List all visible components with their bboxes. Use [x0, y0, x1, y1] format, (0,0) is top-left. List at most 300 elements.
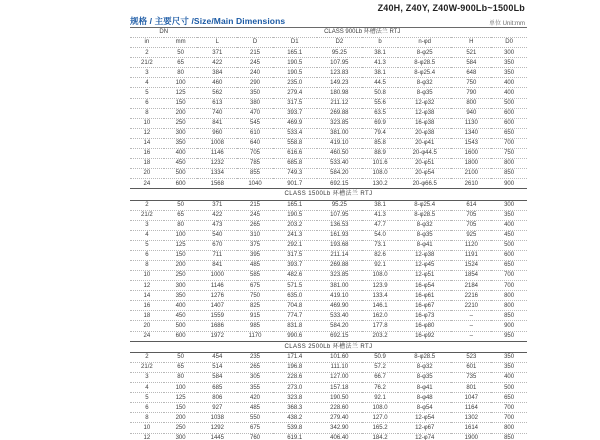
table-row [130, 271, 527, 281]
cell-col-0: 12 [130, 128, 164, 138]
cell-col-9: 500 [491, 240, 527, 250]
cell-col-8: 1600 [451, 148, 491, 158]
cell-col-1: 65 [164, 58, 198, 68]
cell-col-7: 8-φ28.5 [398, 352, 452, 362]
table-row [130, 383, 527, 393]
cell-col-9: 700 [491, 413, 527, 423]
cell-col-9: 400 [491, 220, 527, 230]
cell-col-3: 215 [237, 48, 273, 58]
cell-col-8: 1164 [451, 403, 491, 413]
cell-col-8: 801 [451, 383, 491, 393]
table-row [130, 159, 527, 169]
cell-col-3: 785 [237, 159, 273, 169]
cell-col-6: 184.2 [362, 433, 398, 440]
cell-col-0: 10 [130, 423, 164, 433]
cell-col-3: 265 [237, 220, 273, 230]
cell-col-6: 50.8 [362, 88, 398, 98]
table-row [130, 352, 527, 362]
cell-col-0: 20 [130, 169, 164, 179]
cell-col-1: 150 [164, 403, 198, 413]
cell-col-5: 584.20 [317, 169, 363, 179]
cell-col-1: 500 [164, 169, 198, 179]
cell-col-1: 125 [164, 88, 198, 98]
dimensions-table [130, 27, 527, 440]
table-row [130, 423, 527, 433]
cell-col-4: 241.3 [273, 230, 317, 240]
cell-col-0: 4 [130, 383, 164, 393]
cell-col-5: 211.12 [317, 98, 363, 108]
cell-col-1: 125 [164, 240, 198, 250]
cell-col-3: 1040 [237, 179, 273, 189]
cell-col-5: 419.10 [317, 291, 363, 301]
table-row [130, 58, 527, 68]
cell-col-0: 12 [130, 281, 164, 291]
cell-col-1: 450 [164, 311, 198, 321]
cell-col-3: 585 [237, 271, 273, 281]
cell-col-9: 350 [491, 210, 527, 220]
table-row [130, 98, 527, 108]
table-row [130, 250, 527, 260]
cell-col-8: 648 [451, 68, 491, 78]
cell-col-5: 381.00 [317, 128, 363, 138]
cell-col-2: 927 [197, 403, 237, 413]
cell-col-3: 610 [237, 128, 273, 138]
cell-col-1: 300 [164, 281, 198, 291]
cell-col-9: 800 [491, 423, 527, 433]
cell-col-3: 305 [237, 373, 273, 383]
cell-col-9: 450 [491, 230, 527, 240]
table-row [130, 291, 527, 301]
cell-col-6: 41.3 [362, 58, 398, 68]
table-row [130, 230, 527, 240]
cell-col-4: 196.8 [273, 363, 317, 373]
cell-col-3: 1170 [237, 331, 273, 341]
cell-col-8: 1302 [451, 413, 491, 423]
cell-col-4: 831.8 [273, 321, 317, 331]
col-header-8: H [451, 38, 491, 48]
cell-col-6: 92.1 [362, 261, 398, 271]
cell-col-2: 841 [197, 118, 237, 128]
cell-col-7: 12-φ38 [398, 250, 452, 260]
cell-col-1: 250 [164, 271, 198, 281]
cell-col-0: 5 [130, 240, 164, 250]
cell-col-4: 539.8 [273, 423, 317, 433]
cell-col-0: 21/2 [130, 210, 164, 220]
cell-col-4: 292.1 [273, 240, 317, 250]
table-head [130, 28, 527, 48]
cell-col-5: 323.85 [317, 271, 363, 281]
cell-col-2: 960 [197, 128, 237, 138]
cell-col-8: 1854 [451, 271, 491, 281]
cell-col-0: 21/2 [130, 363, 164, 373]
cell-col-4: 190.5 [273, 210, 317, 220]
cell-col-4: 901.7 [273, 179, 317, 189]
table-row [130, 88, 527, 98]
cell-col-6: 54.0 [362, 230, 398, 240]
cell-col-8: – [451, 311, 491, 321]
cell-col-6: 165.2 [362, 423, 398, 433]
cell-col-7: 8-φ32 [398, 78, 452, 88]
table-row [130, 200, 527, 210]
cell-col-5: 419.10 [317, 138, 363, 148]
cell-col-1: 50 [164, 352, 198, 362]
cell-col-9: 800 [491, 291, 527, 301]
table-row [130, 78, 527, 88]
cell-col-7: 20-φ38 [398, 128, 452, 138]
table-row [130, 210, 527, 220]
cell-col-2: 371 [197, 48, 237, 58]
cell-col-6: 66.7 [362, 373, 398, 383]
cell-col-1: 400 [164, 148, 198, 158]
cell-col-0: 16 [130, 148, 164, 158]
cell-col-8: 1614 [451, 423, 491, 433]
cell-col-1: 200 [164, 108, 198, 118]
cell-col-0: 14 [130, 291, 164, 301]
cell-col-4: 393.7 [273, 108, 317, 118]
cell-col-5: 123.83 [317, 68, 363, 78]
cell-col-9: 850 [491, 311, 527, 321]
cell-col-0: 4 [130, 230, 164, 240]
cell-col-8: 790 [451, 88, 491, 98]
cell-col-2: 1146 [197, 281, 237, 291]
cell-col-3: 545 [237, 118, 273, 128]
cell-col-1: 125 [164, 393, 198, 403]
cell-col-1: 50 [164, 200, 198, 210]
cell-col-4: 533.4 [273, 128, 317, 138]
cell-col-4: 165.1 [273, 200, 317, 210]
cell-col-9: 350 [491, 68, 527, 78]
cell-col-2: 806 [197, 393, 237, 403]
cell-col-4: 774.7 [273, 311, 317, 321]
cell-col-7: 16-φ80 [398, 321, 452, 331]
cell-col-5: 323.85 [317, 118, 363, 128]
cell-col-1: 100 [164, 78, 198, 88]
cell-col-6: 47.7 [362, 220, 398, 230]
table-row [130, 301, 527, 311]
cell-col-6: 133.4 [362, 291, 398, 301]
cell-col-5: 279.40 [317, 413, 363, 423]
cell-col-0: 3 [130, 373, 164, 383]
cell-col-1: 150 [164, 250, 198, 260]
col-header-6: b [362, 38, 398, 48]
cell-col-8: 584 [451, 58, 491, 68]
cell-col-3: 240 [237, 68, 273, 78]
cell-col-4: 685.8 [273, 159, 317, 169]
cell-col-9: 400 [491, 78, 527, 88]
cell-col-8: – [451, 331, 491, 341]
cell-col-5: 269.88 [317, 108, 363, 118]
cell-col-6: 55.6 [362, 98, 398, 108]
cell-col-9: 350 [491, 352, 527, 362]
cell-col-2: 422 [197, 210, 237, 220]
cell-col-2: 1292 [197, 423, 237, 433]
table-row [130, 148, 527, 158]
cell-col-0: 2 [130, 200, 164, 210]
cell-col-4: 704.8 [273, 301, 317, 311]
table-row [130, 311, 527, 321]
cell-col-7: 8-φ25 [398, 48, 452, 58]
col-header-3: D [237, 38, 273, 48]
cell-col-1: 250 [164, 423, 198, 433]
cell-col-7: 8-φ35 [398, 373, 452, 383]
cell-col-9: 300 [491, 48, 527, 58]
cell-col-6: 92.1 [362, 393, 398, 403]
cell-col-4: 616.6 [273, 148, 317, 158]
cell-col-7: 12-φ38 [398, 108, 452, 118]
cell-col-6: 177.8 [362, 321, 398, 331]
cell-col-1: 450 [164, 159, 198, 169]
cell-col-4: 279.4 [273, 88, 317, 98]
cell-col-0: 10 [130, 118, 164, 128]
cell-col-2: 454 [197, 352, 237, 362]
cell-col-9: 650 [491, 128, 527, 138]
table-row [130, 373, 527, 383]
cell-col-7: 20-φ44.5 [398, 148, 452, 158]
cell-col-4: 273.0 [273, 383, 317, 393]
cell-col-6: 44.5 [362, 78, 398, 88]
cell-col-0: 6 [130, 98, 164, 108]
column-header-row [130, 38, 527, 48]
cell-col-1: 250 [164, 118, 198, 128]
cell-col-7: 8-φ48 [398, 393, 452, 403]
cell-col-9: 750 [491, 148, 527, 158]
cell-col-1: 300 [164, 128, 198, 138]
col-header-2: L [197, 38, 237, 48]
cell-col-6: 108.0 [362, 271, 398, 281]
cell-col-9: 800 [491, 301, 527, 311]
cell-col-8: 800 [451, 98, 491, 108]
cell-col-5: 469.90 [317, 301, 363, 311]
cell-col-6: 108.0 [362, 169, 398, 179]
cell-col-7: 12-φ32 [398, 98, 452, 108]
cell-col-2: 460 [197, 78, 237, 88]
cell-col-7: 16-φ54 [398, 281, 452, 291]
cell-col-1: 200 [164, 261, 198, 271]
cell-col-6: 63.5 [362, 108, 398, 118]
cell-col-9: 950 [491, 331, 527, 341]
section-header-row [130, 341, 527, 352]
cell-col-6: 203.2 [362, 331, 398, 341]
cell-col-6: 123.9 [362, 281, 398, 291]
cell-col-6: 82.6 [362, 250, 398, 260]
cell-col-1: 80 [164, 68, 198, 78]
cell-col-9: 350 [491, 58, 527, 68]
cell-col-5: 107.95 [317, 210, 363, 220]
cell-col-1: 500 [164, 321, 198, 331]
cell-col-3: 290 [237, 78, 273, 88]
cell-col-2: 514 [197, 363, 237, 373]
cell-col-5: 193.68 [317, 240, 363, 250]
cell-col-8: 2100 [451, 169, 491, 179]
cell-col-6: 76.2 [362, 383, 398, 393]
cell-col-2: 371 [197, 200, 237, 210]
cell-col-1: 65 [164, 363, 198, 373]
cell-col-7: 8-φ25.4 [398, 200, 452, 210]
cell-col-1: 600 [164, 179, 198, 189]
cell-col-2: 1407 [197, 301, 237, 311]
cell-col-5: 460.50 [317, 148, 363, 158]
cell-col-3: 265 [237, 363, 273, 373]
cell-col-0: 8 [130, 108, 164, 118]
cell-col-9: 350 [491, 363, 527, 373]
cell-col-3: 550 [237, 413, 273, 423]
cell-col-8: 1524 [451, 261, 491, 271]
cell-col-8: 1191 [451, 250, 491, 260]
cell-col-1: 80 [164, 220, 198, 230]
cell-col-9: 650 [491, 393, 527, 403]
cell-col-3: 825 [237, 301, 273, 311]
cell-col-4: 571.5 [273, 281, 317, 291]
cell-col-2: 740 [197, 108, 237, 118]
cell-col-5: 161.93 [317, 230, 363, 240]
cell-col-6: 101.6 [362, 159, 398, 169]
cell-col-0: 12 [130, 433, 164, 440]
cell-col-7: 8-φ41 [398, 240, 452, 250]
cell-col-2: 1559 [197, 311, 237, 321]
table-row [130, 118, 527, 128]
cell-col-2: 422 [197, 58, 237, 68]
cell-col-2: 670 [197, 240, 237, 250]
cell-col-0: 16 [130, 301, 164, 311]
cell-col-9: 500 [491, 383, 527, 393]
cell-col-8: 705 [451, 210, 491, 220]
cell-col-4: 368.3 [273, 403, 317, 413]
heading-en: /Size/Main Dimensions [191, 16, 286, 26]
cell-col-3: 705 [237, 148, 273, 158]
cell-col-9: 850 [491, 169, 527, 179]
table-body [130, 48, 527, 440]
table-row [130, 240, 527, 250]
cell-col-5: 149.23 [317, 78, 363, 88]
cell-col-4: 171.4 [273, 352, 317, 362]
cell-col-0: 24 [130, 331, 164, 341]
cell-col-1: 50 [164, 48, 198, 58]
cell-col-3: 760 [237, 433, 273, 440]
cell-col-8: 1130 [451, 118, 491, 128]
table-row [130, 403, 527, 413]
cell-col-5: 95.25 [317, 48, 363, 58]
cell-col-3: 640 [237, 138, 273, 148]
cell-col-7: 16-φ67 [398, 301, 452, 311]
cell-col-0: 18 [130, 159, 164, 169]
cell-col-6: 57.2 [362, 363, 398, 373]
cell-col-5: 692.15 [317, 331, 363, 341]
cell-col-8: 705 [451, 220, 491, 230]
cell-col-7: 20-φ41 [398, 138, 452, 148]
cell-col-4: 990.6 [273, 331, 317, 341]
cell-col-9: 400 [491, 88, 527, 98]
cell-col-3: 215 [237, 200, 273, 210]
cell-col-7: 16-φ61 [398, 291, 452, 301]
cell-col-6: 146.1 [362, 301, 398, 311]
cell-col-7: 12-φ74 [398, 433, 452, 440]
cell-col-4: 323.8 [273, 393, 317, 403]
cell-col-6: 41.3 [362, 210, 398, 220]
header-span-row [130, 28, 527, 38]
class-900-header: CLASS 900Lb 环槽法兰 RTJ [197, 28, 527, 38]
cell-col-8: 2610 [451, 179, 491, 189]
cell-col-7: 20-φ54 [398, 169, 452, 179]
cell-col-3: 855 [237, 169, 273, 179]
cell-col-9: 700 [491, 138, 527, 148]
cell-col-9: 700 [491, 403, 527, 413]
cell-col-0: 20 [130, 321, 164, 331]
cell-col-3: 985 [237, 321, 273, 331]
cell-col-0: 10 [130, 271, 164, 281]
cell-col-7: 20-φ66.5 [398, 179, 452, 189]
cell-col-1: 80 [164, 373, 198, 383]
cell-col-6: 85.8 [362, 138, 398, 148]
cell-col-4: 203.2 [273, 220, 317, 230]
col-header-5: D2 [317, 38, 363, 48]
table-row [130, 128, 527, 138]
cell-col-9: 400 [491, 373, 527, 383]
cell-col-8: 1543 [451, 138, 491, 148]
cell-col-6: 38.1 [362, 68, 398, 78]
cell-col-4: 469.9 [273, 118, 317, 128]
unit-label: 单位 Unit:mm [488, 21, 525, 27]
cell-col-2: 1568 [197, 179, 237, 189]
cell-col-6: 73.1 [362, 240, 398, 250]
cell-col-7: 8-φ28.5 [398, 58, 452, 68]
cell-col-6: 79.4 [362, 128, 398, 138]
cell-col-7: 16-φ38 [398, 118, 452, 128]
cell-col-3: 245 [237, 210, 273, 220]
cell-col-0: 6 [130, 403, 164, 413]
cell-col-5: 406.40 [317, 433, 363, 440]
cell-col-9: 850 [491, 433, 527, 440]
cell-col-2: 1334 [197, 169, 237, 179]
cell-col-4: 635.0 [273, 291, 317, 301]
cell-col-0: 5 [130, 393, 164, 403]
cell-col-8: 750 [451, 78, 491, 88]
cell-col-4: 482.6 [273, 271, 317, 281]
cell-col-7: 8-φ25.4 [398, 68, 452, 78]
cell-col-3: 915 [237, 311, 273, 321]
cell-col-2: 613 [197, 98, 237, 108]
cell-col-1: 400 [164, 301, 198, 311]
cell-col-2: 1276 [197, 291, 237, 301]
cell-col-4: 235.0 [273, 78, 317, 88]
cell-col-2: 1008 [197, 138, 237, 148]
cell-col-7: 12-φ54 [398, 413, 452, 423]
cell-col-3: 470 [237, 108, 273, 118]
col-header-1: mm [164, 38, 198, 48]
table-row [130, 321, 527, 331]
cell-col-5: 381.00 [317, 281, 363, 291]
section-header-row [130, 189, 527, 200]
cell-col-5: 584.20 [317, 321, 363, 331]
cell-col-1: 65 [164, 210, 198, 220]
cell-col-9: 600 [491, 108, 527, 118]
cell-col-8: 601 [451, 363, 491, 373]
cell-col-0: 14 [130, 138, 164, 148]
cell-col-0: 8 [130, 413, 164, 423]
cell-col-4: 749.3 [273, 169, 317, 179]
cell-col-3: 750 [237, 291, 273, 301]
cell-col-4: 317.5 [273, 98, 317, 108]
cell-col-7: 12-φ67 [398, 423, 452, 433]
cell-col-7: 8-φ28.5 [398, 210, 452, 220]
cell-col-9: 600 [491, 250, 527, 260]
cell-col-1: 300 [164, 433, 198, 440]
cell-col-2: 1038 [197, 413, 237, 423]
cell-col-4: 438.2 [273, 413, 317, 423]
cell-col-6: 50.9 [362, 352, 398, 362]
cell-col-4: 190.5 [273, 58, 317, 68]
cell-col-2: 1232 [197, 159, 237, 169]
cell-col-7: 12-φ51 [398, 271, 452, 281]
